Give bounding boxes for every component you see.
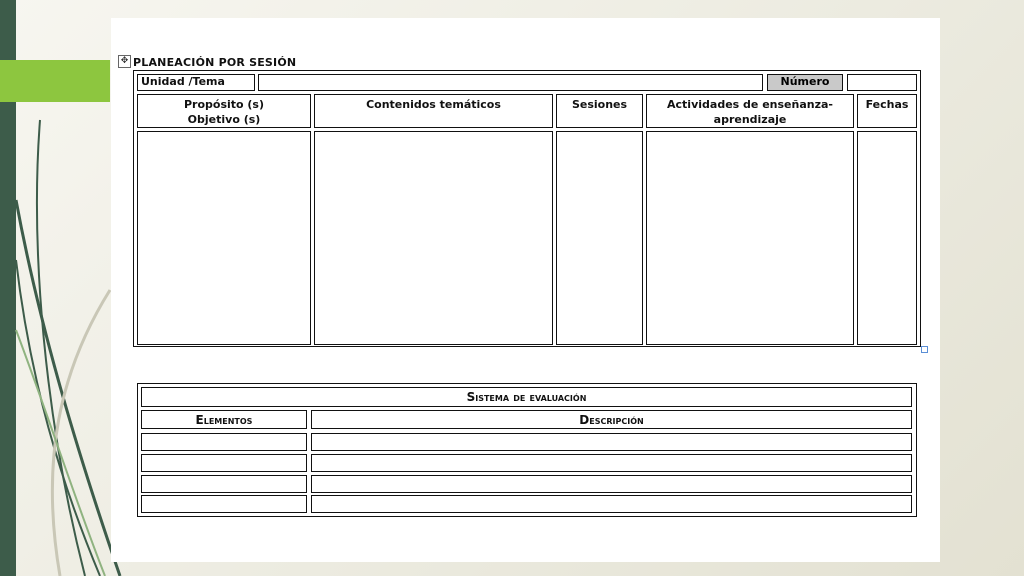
- element-cell-1[interactable]: [141, 433, 307, 451]
- body-dates-cell[interactable]: [857, 131, 917, 345]
- header-description: Descripción: [311, 410, 912, 429]
- header-sessions: Sesiones: [556, 94, 643, 128]
- element-cell-3[interactable]: [141, 475, 307, 493]
- number-input-cell[interactable]: [847, 74, 917, 91]
- header-activities: Actividades de enseñanza- aprendizaje: [646, 94, 854, 128]
- move-icon[interactable]: ✥: [118, 55, 131, 68]
- table-resize-handle[interactable]: [921, 346, 928, 353]
- body-activities-cell[interactable]: [646, 131, 854, 345]
- description-cell-2[interactable]: [311, 454, 912, 472]
- body-contents-cell[interactable]: [314, 131, 553, 345]
- number-label-cell: [767, 74, 843, 91]
- header-contents: Contenidos temáticos: [314, 94, 553, 128]
- body-sessions-cell[interactable]: [556, 131, 643, 345]
- unit-label: Unidad /Tema: [141, 75, 225, 88]
- unit-label-cell: [137, 74, 255, 91]
- element-cell-4[interactable]: [141, 495, 307, 513]
- header-elements: Elementos: [141, 410, 307, 429]
- element-cell-2[interactable]: [141, 454, 307, 472]
- header-purpose: Propósito (s) Objetivo (s): [137, 94, 311, 128]
- description-cell-3[interactable]: [311, 475, 912, 493]
- unit-input-cell[interactable]: [258, 74, 763, 91]
- body-purpose-cell[interactable]: [137, 131, 311, 345]
- number-label: Número: [780, 75, 830, 88]
- evaluation-title: Sistema de evaluación: [141, 387, 912, 407]
- planning-title: PLANEACIÓN POR SESIÓN: [133, 56, 297, 69]
- header-dates: Fechas: [857, 94, 917, 128]
- description-cell-1[interactable]: [311, 433, 912, 451]
- description-cell-4[interactable]: [311, 495, 912, 513]
